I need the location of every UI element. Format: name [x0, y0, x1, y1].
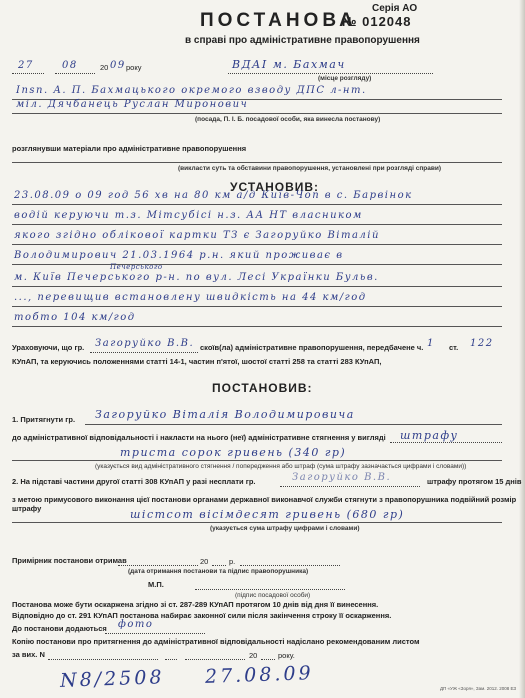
official-caption: (посада, П. І. Б. посадової особи, яка винесла постанову): [195, 116, 381, 123]
date-month: 08: [62, 60, 78, 71]
offender-st: ст.: [449, 343, 459, 352]
ustanovyv-text-2: водій керуючи т.з. Мітсубісі н.з. АА НТ власником: [14, 210, 363, 221]
appeal-line-1: Постанова може бути оскаржена згідно зі ст. 287-289 КУпАП протягом 10 днів від дня її винесення.: [12, 600, 379, 609]
postanovyv-heading: ПОСТАНОВИВ:: [212, 381, 313, 395]
mp-label: М.П.: [148, 580, 164, 589]
double-amount: шістсот вісімдесят гривень (680 гр): [130, 508, 405, 521]
attachments-label: До постанови додаються: [12, 624, 107, 633]
offender-kupap-text: КУпАП, та керуючись положеннями статті 14-1, частин п'ятої, шостої статті 258 та статті 283 КУпАП,: [12, 357, 382, 366]
offender-name-underline: [90, 352, 198, 353]
offender-part: 1: [427, 338, 435, 349]
series-label: Серія АО: [372, 3, 418, 14]
outgoing-date-suffix: року.: [278, 651, 295, 660]
double-caption: (указується сума штрафу цифрами і словами): [210, 525, 360, 532]
ustanovyv-text-7: тобто 104 км/год: [14, 312, 136, 323]
registration-number: N8/2508: [59, 666, 165, 692]
received-signature-line: [240, 565, 340, 566]
p2-name: Загоруйко В.В.: [292, 472, 392, 483]
place-value: ВДАІ м. Бахмач: [232, 58, 346, 71]
penalty-type: штрафу: [400, 429, 459, 442]
p2-text2: з метою примусового виконання цієї постанови органами державної виконавчої служби стягнути з правопорушника подвійний розмір штрафу: [12, 495, 517, 513]
penalty-amount-line: [12, 460, 502, 461]
ustanovyv-line-4: [12, 264, 502, 265]
reviewed-text: розглянувши матеріали про адміністративне правопорушення: [12, 144, 247, 153]
ustanovyv-line-2: [12, 224, 502, 225]
offender-text: скоїв(ла) адміністративне правопорушення, передбачене ч.: [200, 343, 424, 352]
offender-label: Ураховуючи, що гр.: [12, 343, 85, 352]
document-subtitle: в справі про адміністративне правопорушення: [185, 35, 420, 46]
offender-article: 122: [470, 338, 494, 349]
ustanovyv-text-5: м. Київ Печерського р-н. по вул. Лесі Українки Бульв.: [14, 272, 379, 283]
appeal-line-2: Відповідно до ст. 291 КУпАП постанова набирає законної сили після закінчення строку її оскарження.: [12, 611, 392, 620]
received-year-line: [212, 565, 226, 566]
ustanovyv-text-3: якого згідно облікової картки ТЗ є Загоруйко Віталій: [14, 230, 380, 241]
ustanovyv-insert: Печерського: [110, 263, 163, 271]
received-date-suffix: р.: [229, 557, 236, 566]
ustanovyv-line-5: [12, 286, 502, 287]
penalty-caption: (указується вид адміністративного стягнення / попередження або штраф (сума штрафу зазначається цифрами і словами)): [95, 463, 467, 470]
month-underline: [55, 73, 95, 74]
document-number: № 012048: [342, 14, 412, 29]
p2-text: штрафу протягом 15 днів: [427, 477, 522, 486]
received-caption: (дата отримання постанови та підпис правопорушника): [128, 568, 309, 575]
page-edge-shadow: [519, 0, 525, 698]
reviewed-caption: (викласти суть та обставини правопорушення, установлені при розгляді справи): [178, 165, 441, 172]
registration-date: 27.08.09: [204, 662, 314, 688]
penalty-amount: триста сорок гривень (340 гр): [120, 446, 347, 459]
document-title: ПОСТАНОВА: [200, 10, 357, 31]
official-signature-caption: (підпис посадової особи): [235, 592, 311, 599]
outgoing-date-prefix: 20: [249, 651, 258, 660]
date-year: 09: [110, 60, 126, 71]
ustanovyv-line-6: [12, 306, 502, 307]
p1-name: Загоруйко Віталія Володимировича: [95, 408, 355, 421]
date-day: 27: [18, 60, 34, 71]
outgoing-label: за вих. N: [12, 650, 45, 659]
outgoing-year-line: [261, 659, 275, 660]
official-signature-line: [195, 589, 345, 590]
appeal-line-4: Копію постанови про притягнення до адміністративної відповідальності надіслано рекомендованим листом: [12, 637, 420, 646]
ustanovyv-line-3: [12, 244, 502, 245]
p1-label: 1. Притягнути гр.: [12, 415, 76, 424]
double-amount-line: [12, 522, 502, 523]
attachments-value: фото: [118, 619, 154, 630]
p1-name-line: [85, 424, 502, 425]
official-text-1: Insп. А. П. Бахмацького окремого взводу ДПС л-нт.: [16, 85, 367, 96]
year-prefix: 20: [100, 63, 109, 72]
attachments-line: [105, 633, 205, 634]
official-line-2: [12, 113, 502, 114]
official-text-2: міл. Дячбанець Руслан Миронович: [16, 99, 249, 110]
penalty-type-line: [390, 442, 502, 443]
received-label: Примірник постанови отримав: [12, 556, 127, 565]
ustanovyv-line-7: [12, 326, 502, 327]
place-caption: (місце розгляду): [318, 75, 372, 82]
p1-text: до адміністративної відповідальності і накласти на нього (неї) адміністративне стягнення у вигляді: [12, 433, 386, 442]
ustanovyv-heading: УСТАНОВИВ:: [230, 180, 320, 194]
ustanovyv-line-1: [12, 204, 502, 205]
place-underline: [228, 73, 433, 74]
received-date-prefix: 20: [200, 557, 209, 566]
ustanovyv-text-1: 23.08.09 о 09 год 56 хв на 80 км а/д Київ-Чоп в с. Барвінок: [14, 190, 413, 201]
outgoing-date-month-line: [185, 659, 245, 660]
year-suffix: року: [126, 63, 142, 72]
reviewed-line: [12, 162, 502, 163]
p2-name-line: [280, 486, 420, 487]
received-date-line: [118, 565, 198, 566]
outgoing-number-line: [48, 659, 158, 660]
ustanovyv-text-6: ..., перевищив встановлену швидкість на 44 км/год: [14, 292, 367, 303]
ustanovyv-text-4: Володимирович 21.03.1964 р.н. який проживає в: [14, 250, 344, 261]
offender-name: Загоруйко В.В.: [95, 338, 195, 349]
outgoing-date-day-line: [165, 659, 177, 660]
day-underline: [12, 73, 44, 74]
p2-label: 2. На підставі частини другої статті 308 КУпАП у разі несплати гр.: [12, 477, 256, 486]
print-footer: ДП «УЖ «Зоря», Зам. 2012. 2008 ЕЗ: [440, 686, 517, 691]
